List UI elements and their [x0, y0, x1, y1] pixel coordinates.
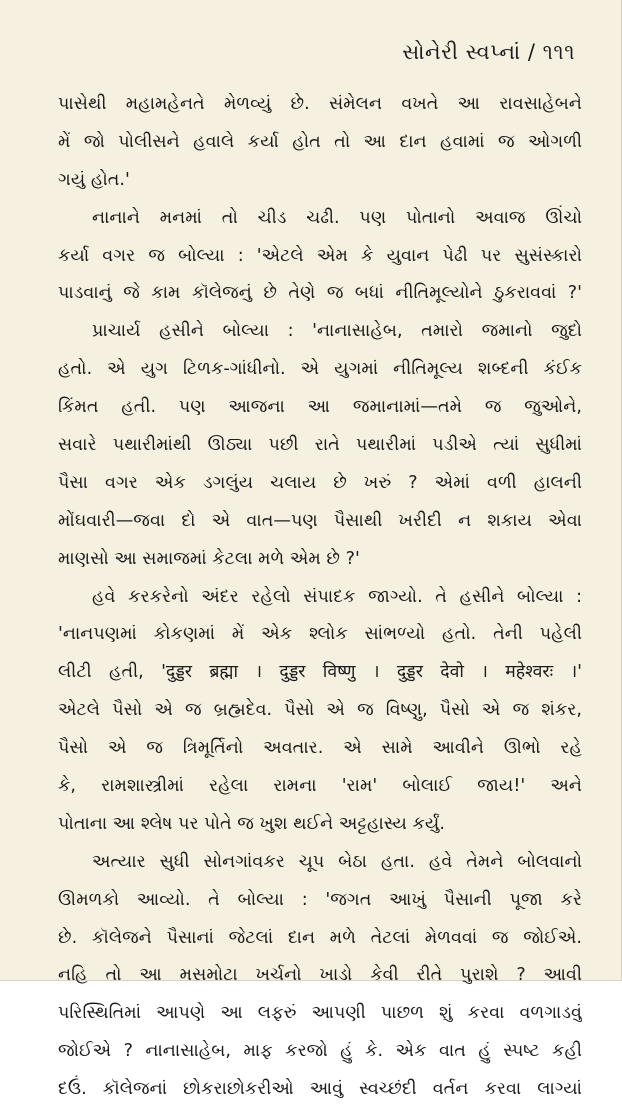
text-line: પરિસ્થિતિમાં આપણે આ લફરું આપણી પાછળ શું કરવા વળગાડવું — [58, 1003, 582, 1024]
text-line: ઊમળકો આવ્યો. તે બોલ્યા : 'જગત આખું પૈસાની પૂજા કરે — [58, 889, 582, 910]
text-line: પૈસો એ જ ત્રિમૂર્તિનો અવતાર. એ સામે આવીને ઊભો રહે — [58, 738, 582, 759]
text-line: પોતાના આ શ્લેષ પર પોતે જ ખુશ થઈને અટ્ટહાસ્ય કર્યું. — [58, 813, 445, 834]
running-head: સોનેરી સ્વપ્નાં / ૧૧૧ — [402, 40, 575, 64]
text-line: સવારે પથારીમાંથી ઊઠ્યા પછી રાતે પથારીમાં પડીએ ત્યાં સુધીમાં — [58, 435, 582, 456]
text-line: પાડવાનું જે કામ કૉલેજનું છે તેણે જ બધાં નીતિમૂલ્યોને ઠુકરાવવાં ?' — [58, 283, 582, 304]
text-line: જોઈએ ? નાનાસાહેબ, માફ કરજો હું કે. એક વાત હું સ્પષ્ટ કહી — [58, 1041, 582, 1062]
text-line: મેં જો પોલીસને હવાલે કર્યા હોત તો આ દાન હવામાં જ ઓગળી — [58, 131, 582, 152]
text-line: માણસો આ સમાજમાં કેટલા મળે એમ છે ?' — [58, 548, 360, 569]
text-line: અત્યાર સુધી સોનગાંવકર ચૂપ બેઠા હતા. હવે તેમને બોલવાનો — [92, 851, 582, 872]
text-line: ગયું હોત.' — [58, 169, 130, 190]
text-line: નહિ તો આ મસમોટા ખર્ચનો ખાડો કેવી રીતે પુરાશે ? આવી — [58, 965, 582, 986]
text-line: પ્રાચાર્ય હસીને બોલ્યા : 'નાનાસાહેબ, તમારો જમાનો જુદો — [92, 321, 582, 342]
text-line: કિંમત હતી. પણ આજના આ જમાનામાં—તમે જ જુઓને, — [58, 397, 582, 418]
text-line: કર્યા વગર જ બોલ્યા : 'એટલે એમ કે યુવાન પેઢી પર સુસંસ્કારો — [58, 245, 582, 266]
text-line: છે. કૉલેજને પૈસાનાં જેટલાં દાન મળે તેટલાં મેળવવાં જ જોઈએ. — [58, 927, 582, 948]
text-line: કે, રામશાસ્ત્રીમાં રહેલા રામના 'રામ' બોલાઈ જાય!' અને — [58, 776, 582, 797]
text-line: હવે કરકરેનો અંદર રહેલો સંપાદક જાગ્યો. તે હસીને બોલ્યા : — [92, 586, 582, 607]
text-line: મોંઘવારી—જવા દો એ વાત—પણ પૈસાથી ખરીદી ન શકાય એવા — [58, 510, 582, 531]
text-line: લીટી હતી, 'दुड्डर ब्रह्मा । दुड्डर विष्णु । दुड्डर देवो । महेश्वरः ।' — [58, 662, 582, 683]
text-line: 'નાનપણમાં કોકણમાં મેં એક શ્લોક સાંભળ્યો હતો. તેની પહેલી — [58, 624, 582, 645]
text-line: એટલે પૈસો એ જ બ્રહ્મદેવ. પૈસો એ જ વિષ્ણુ, પૈસો એ જ શંકર, — [58, 700, 582, 721]
text-line: નાનાને મનમાં તો ચીડ ચઢી. પણ પોતાનો અવાજ ઊંચો — [92, 207, 582, 228]
text-line: પાસેથી મહામહેનતે મેળવ્યું છે. સંમેલન વખતે આ રાવસાહેબને — [58, 94, 582, 114]
body-text — [58, 86, 582, 1109]
text-line: પૈસા વગર એક ડગલુંય ચલાય છે ખરું ? એમાં વળી હાલની — [58, 472, 582, 493]
text-line: દઉં. કૉલેજનાં છોકરાછોકરીઓ આવું સ્વચ્છંદી વર્તન કરવા લાગ્યાં — [58, 1079, 582, 1100]
text-line: હતો. એ યુગ ટિળક-ગાંધીનો. એ યુગમાં નીતિમૂલ્ય શબ્દની કંઈક — [58, 359, 582, 380]
